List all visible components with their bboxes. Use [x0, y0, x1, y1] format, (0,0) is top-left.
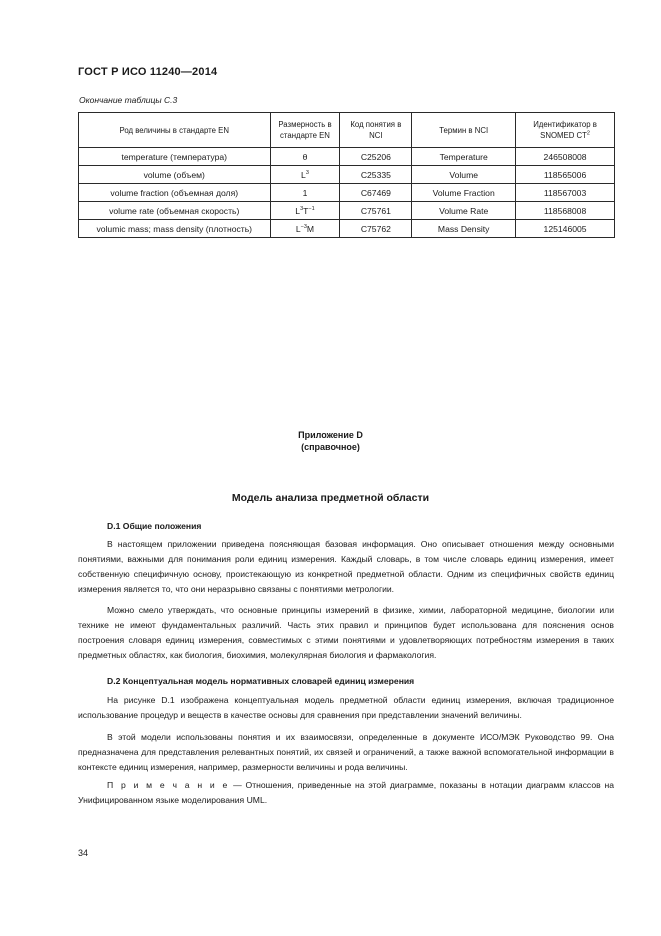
appendix-title: Модель анализа предметной области [231, 492, 430, 504]
units-table [78, 112, 615, 238]
paragraph: На рисунке D.1 изображена концептуальная модель предметной области единиц измерения, включая традиционное использование процедур и веществ в качестве основы для сравнения при представлении значений величины. [78, 695, 614, 720]
cell-id: 118565006 [516, 166, 615, 184]
cell-dim: θ [270, 148, 340, 166]
table-row [79, 184, 615, 202]
page-number: 34 [78, 848, 89, 858]
appendix-label: Приложение D [298, 430, 363, 440]
note [78, 778, 614, 808]
col-header-term: Термин в NCI [412, 113, 516, 148]
cell-id: 118567003 [516, 184, 615, 202]
col-header-code: Код понятия в NCI [340, 113, 412, 148]
cell-code: C75761 [340, 202, 412, 220]
cell-id: 125146005 [516, 220, 615, 238]
cell-id: 118568008 [516, 202, 615, 220]
cell-id: 246508008 [516, 148, 615, 166]
cell-dim: $L^3$ [270, 166, 340, 184]
cell-kind: volume rate (объемная скорость) [79, 202, 271, 220]
cell-dim: 1 [270, 184, 340, 202]
cell-term: Mass Density [412, 220, 516, 238]
paragraph: В настоящем приложении приведена поясняющая базовая информация. Оно описывает отношения между основными понятиями, важными для понимания роли единиц измерения. Каждый словарь, в том числе словарь единиц измерения, имеет собственную специфичную основу, проистекающую из конкретной предметной области. Одним из специфичных свойств единиц измерения является то, что они неразрывно связаны с понятиями метрологии. [78, 539, 614, 594]
section-heading-d1: D.1 Общие положения [107, 521, 202, 531]
table-row [79, 220, 615, 238]
table-header-row [79, 113, 615, 148]
cell-term: Temperature [412, 148, 516, 166]
cell-kind: volume fraction (объемная доля) [79, 184, 271, 202]
paragraph: Можно смело утверждать, что основные принципы измерений в физике, химии, лабораторной медицине, биологии или технике не имеют фундаментальных различий. Часть этих правил и принципов будет использована для пояснения основ построения словаря единиц измерения, совместимых с этими понятиями и удовлетворяющих потребностям измерения в таких предметных областях, как биология, биохимия, молекулярная биология и фармакология. [78, 605, 614, 660]
paragraph: В этой модели использованы понятия и их взаимосвязи, определенные в документе ИСО/МЭК Руководство 99. Она предназначена для представления релевантных понятий, их связей и ограничений, а также важной вспомогательной информации в контексте единиц измерения, например, размерности величины и рода величины. [78, 732, 614, 772]
cell-term: Volume Rate [412, 202, 516, 220]
col-header-dim: Размерность в стандарте EN [270, 113, 340, 148]
cell-code: C67469 [340, 184, 412, 202]
table-row [79, 148, 615, 166]
cell-dim: $L^3T^{-1}$ [270, 202, 340, 220]
footnote-ref: 2 [586, 130, 590, 137]
cell-kind: volume (объем) [79, 166, 271, 184]
table-row [79, 166, 615, 184]
section-heading-d2: D.2 Концептуальная модель нормативных словарей единиц измерения [107, 676, 415, 686]
cell-term: Volume [412, 166, 516, 184]
note-label: П р и м е ч а н и е [107, 780, 230, 790]
cell-kind: volumic mass; mass density (плотность) [79, 220, 271, 238]
appendix-type: (справочное) [301, 442, 360, 452]
cell-code: C25206 [340, 148, 412, 166]
cell-code: C75762 [340, 220, 412, 238]
cell-dim: $L^{-3}M$ [270, 220, 340, 238]
note-text: — Отношения, приведенные на этой диаграмме, показаны в нотации диаграмм классов на Унифицированном языке моделирования UML. [78, 780, 614, 805]
cell-term: Volume Fraction [412, 184, 516, 202]
cell-kind: temperature (температура) [79, 148, 271, 166]
cell-code: C25335 [340, 166, 412, 184]
table-row [79, 202, 615, 220]
table-caption: Окончание таблицы С.3 [79, 95, 178, 105]
col-header-id: Идентификатор в SNOMED $CT^2$ [516, 113, 615, 148]
col-header-kind: Род величины в стандарте EN [79, 113, 271, 148]
document-header: ГОСТ Р ИСО 11240—2014 [78, 66, 218, 78]
